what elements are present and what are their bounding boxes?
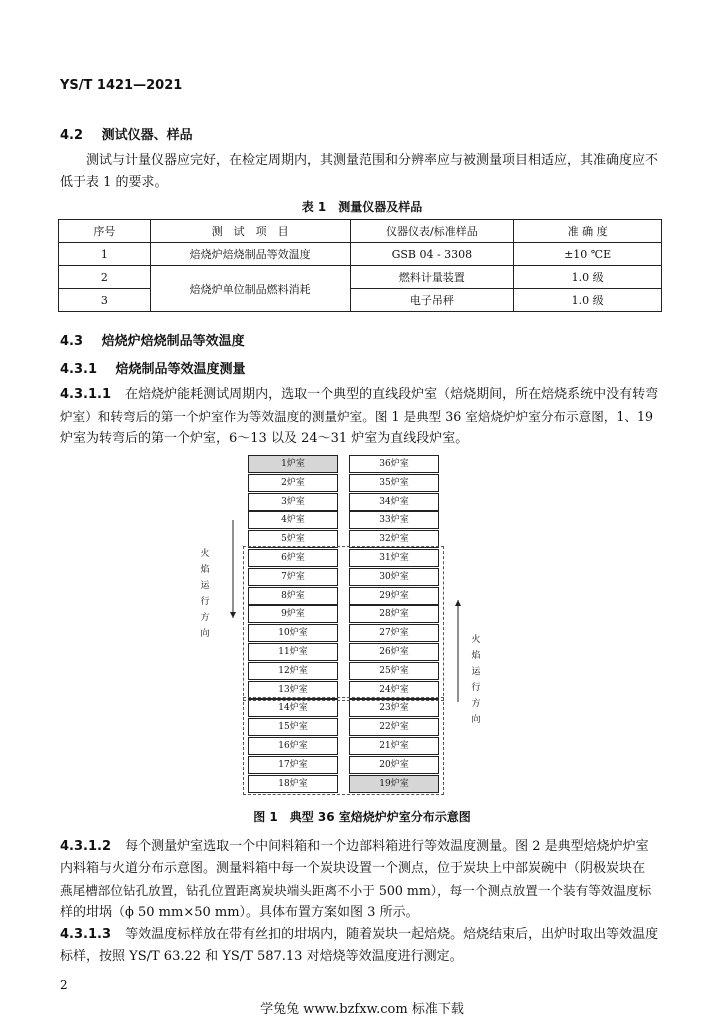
chamber-cell-right: 21炉室: [349, 737, 439, 755]
document-code: YS/T 1421—2021: [60, 78, 183, 93]
chamber-cell-left: 2炉室: [248, 474, 338, 492]
table1: [58, 219, 662, 312]
down-arrow-icon: [230, 520, 236, 618]
table-row: [59, 243, 662, 266]
para-text: 在焙烧炉能耗测试周期内，选取一个典型的直线段炉室（焙烧期间，所在焙烧系统中没有转弯: [125, 387, 659, 402]
para-number: 4.3.1.2: [60, 839, 111, 854]
chamber-cell-right: 36炉室: [349, 455, 439, 473]
table1-caption: 表 1 测量仪器及样品: [301, 200, 423, 214]
section-number: 4.3.1: [60, 362, 98, 377]
chamber-cell-right: 31炉室: [349, 549, 439, 567]
chamber-cell-left: 12炉室: [248, 662, 338, 680]
cell-item: 焙烧炉焙烧制品等效温度: [150, 243, 350, 266]
section-4-3-heading: [60, 330, 245, 349]
chamber-cell-left: 4炉室: [248, 511, 338, 529]
chamber-cell-left: 3炉室: [248, 493, 338, 511]
chamber-cell-right: 24炉室: [349, 681, 439, 699]
chamber-cell-left: 15炉室: [248, 718, 338, 736]
para-number: 4.3.1.1: [60, 387, 111, 402]
chamber-cell-left: 18炉室: [248, 775, 338, 793]
chamber-cell-right: 27炉室: [349, 624, 439, 642]
section-title: 焙烧制品等效温度测量: [115, 362, 246, 377]
chamber-cell-left: 13炉室: [248, 681, 338, 699]
para-4-3-1-3-line1: [60, 924, 658, 946]
header-cell: 仪器仪表/标准样品: [350, 220, 514, 243]
header-cell: 序号: [59, 220, 151, 243]
para-4-3-1-2-line3: 燕尾槽部位钻孔放置，钻孔位置距离炭块端头距离不小于 500 mm），每一个测点放置一个装有等效温度标: [60, 883, 652, 898]
figure1-caption: [0, 808, 724, 825]
section-title: 测试仪器、样品: [101, 128, 193, 143]
chamber-cell-right: 28炉室: [349, 605, 439, 623]
table-row: [59, 289, 662, 312]
chamber-cell-right: 30炉室: [349, 568, 439, 586]
cell-accuracy: ±10 ℃E: [514, 243, 662, 266]
cell-instrument: 燃料计量装置: [350, 266, 514, 289]
cell-no: 3: [59, 289, 151, 312]
caption-text: 图 1 典型 36 室焙烧炉炉室分布示意图: [253, 810, 471, 824]
chamber-cell-right: 35炉室: [349, 474, 439, 492]
para-4-3-1-1-line1: [60, 384, 658, 406]
chamber-cell-left: 7炉室: [248, 568, 338, 586]
cell-no: 2: [59, 266, 151, 289]
para-4-3-1-2-line1: [60, 836, 649, 858]
chamber-cell-left: 16炉室: [248, 737, 338, 755]
cell-instrument: GSB 04 - 3308: [350, 243, 514, 266]
para-4-3-1-2-line4: 样的坩埚（ϕ 50 mm×50 mm）。具体布置方案如图 3 所示。: [60, 905, 419, 920]
chamber-cell-right: 25炉室: [349, 662, 439, 680]
flame-direction-label-left: 火焰 运行 方向: [200, 549, 210, 639]
footer-watermark: 学兔兔 www.bzfxw.com 标准下载: [260, 1002, 464, 1017]
para-text: 等效温度标样放在带有丝扣的坩埚内，随着炭块一起焙烧。焙烧结束后，出炉时取出等效温度: [125, 927, 659, 942]
chamber-cell-left: 5炉室: [248, 530, 338, 548]
chamber-cell-right: 26炉室: [349, 643, 439, 661]
para-4-2-line1: 测试与计量仪器应完好，在检定周期内，其测量范围和分辨率应与被测量项目相适应，其准确度应不: [86, 153, 659, 168]
page-number: 2: [60, 978, 68, 992]
chamber-cell-left: 6炉室: [248, 549, 338, 567]
chamber-cell-right: 32炉室: [349, 530, 439, 548]
chamber-cell-left: 8炉室: [248, 587, 338, 605]
header-cell: 准 确 度: [514, 220, 662, 243]
chamber-cell-left: 11炉室: [248, 643, 338, 661]
chamber-cell-left: 1炉室: [248, 455, 338, 473]
cell-item: 焙烧炉单位制品燃料消耗: [150, 266, 350, 312]
chamber-cell-right: 29炉室: [349, 587, 439, 605]
header-cell: 测 试 项 目: [150, 220, 350, 243]
cell-accuracy: 1.0 级: [514, 289, 662, 312]
table-header-row: [59, 220, 662, 243]
section-4-3-1-heading: [60, 358, 246, 377]
chamber-cell-left: 10炉室: [248, 624, 338, 642]
section-number: 4.3: [60, 334, 84, 349]
cell-no: 1: [59, 243, 151, 266]
section-4-2-heading: [60, 124, 193, 143]
cell-instrument: 电子吊秤: [350, 289, 514, 312]
table-row: [59, 266, 662, 289]
chamber-cell-right: 19炉室: [349, 775, 439, 793]
para-4-3-1-2-line2: 内料箱与火道分布示意图。测量料箱中每一个炭块设置一个测点，位于炭块上中部炭碗中（阴极炭块在: [60, 861, 646, 876]
cell-accuracy: 1.0 级: [514, 266, 662, 289]
chamber-cell-right: 20炉室: [349, 756, 439, 774]
chamber-cell-left: 9炉室: [248, 605, 338, 623]
para-number: 4.3.1.3: [60, 927, 111, 942]
para-text: 每个测量炉室选取一个中间料箱和一个边部料箱进行等效温度测量。图 2 是典型焙烧炉炉室: [125, 839, 649, 854]
para-4-2-line2: 低于表 1 的要求。: [60, 175, 168, 190]
up-arrow-icon: [455, 600, 461, 702]
section-title: 焙烧炉焙烧制品等效温度: [101, 334, 245, 349]
section-number: 4.2: [60, 128, 84, 143]
chamber-cell-right: 23炉室: [349, 699, 439, 717]
straight-section-boundary: [243, 546, 444, 701]
chamber-cell-right: 33炉室: [349, 511, 439, 529]
para-4-3-1-1-line3: 炉室为转弯后的第一个炉室，6～13 以及 24～31 炉室为直线段炉室。: [60, 431, 469, 446]
flame-direction-label-right: 火焰 运行 方向: [471, 635, 481, 725]
chamber-cell-left: 14炉室: [248, 699, 338, 717]
para-4-3-1-1-line2: 炉室）和转弯后的第一个炉室作为等效温度的测量炉室。图 1 是典型 36 室焙烧炉炉室分布示意图，1、19: [60, 409, 654, 424]
chamber-cell-right: 34炉室: [349, 493, 439, 511]
lower-section-boundary: [243, 697, 444, 795]
para-4-3-1-3-line2: 标样，按照 YS/T 63.22 和 YS/T 587.13 对焙烧等效温度进行测定。: [60, 949, 463, 964]
chamber-cell-right: 22炉室: [349, 718, 439, 736]
chamber-cell-left: 17炉室: [248, 756, 338, 774]
